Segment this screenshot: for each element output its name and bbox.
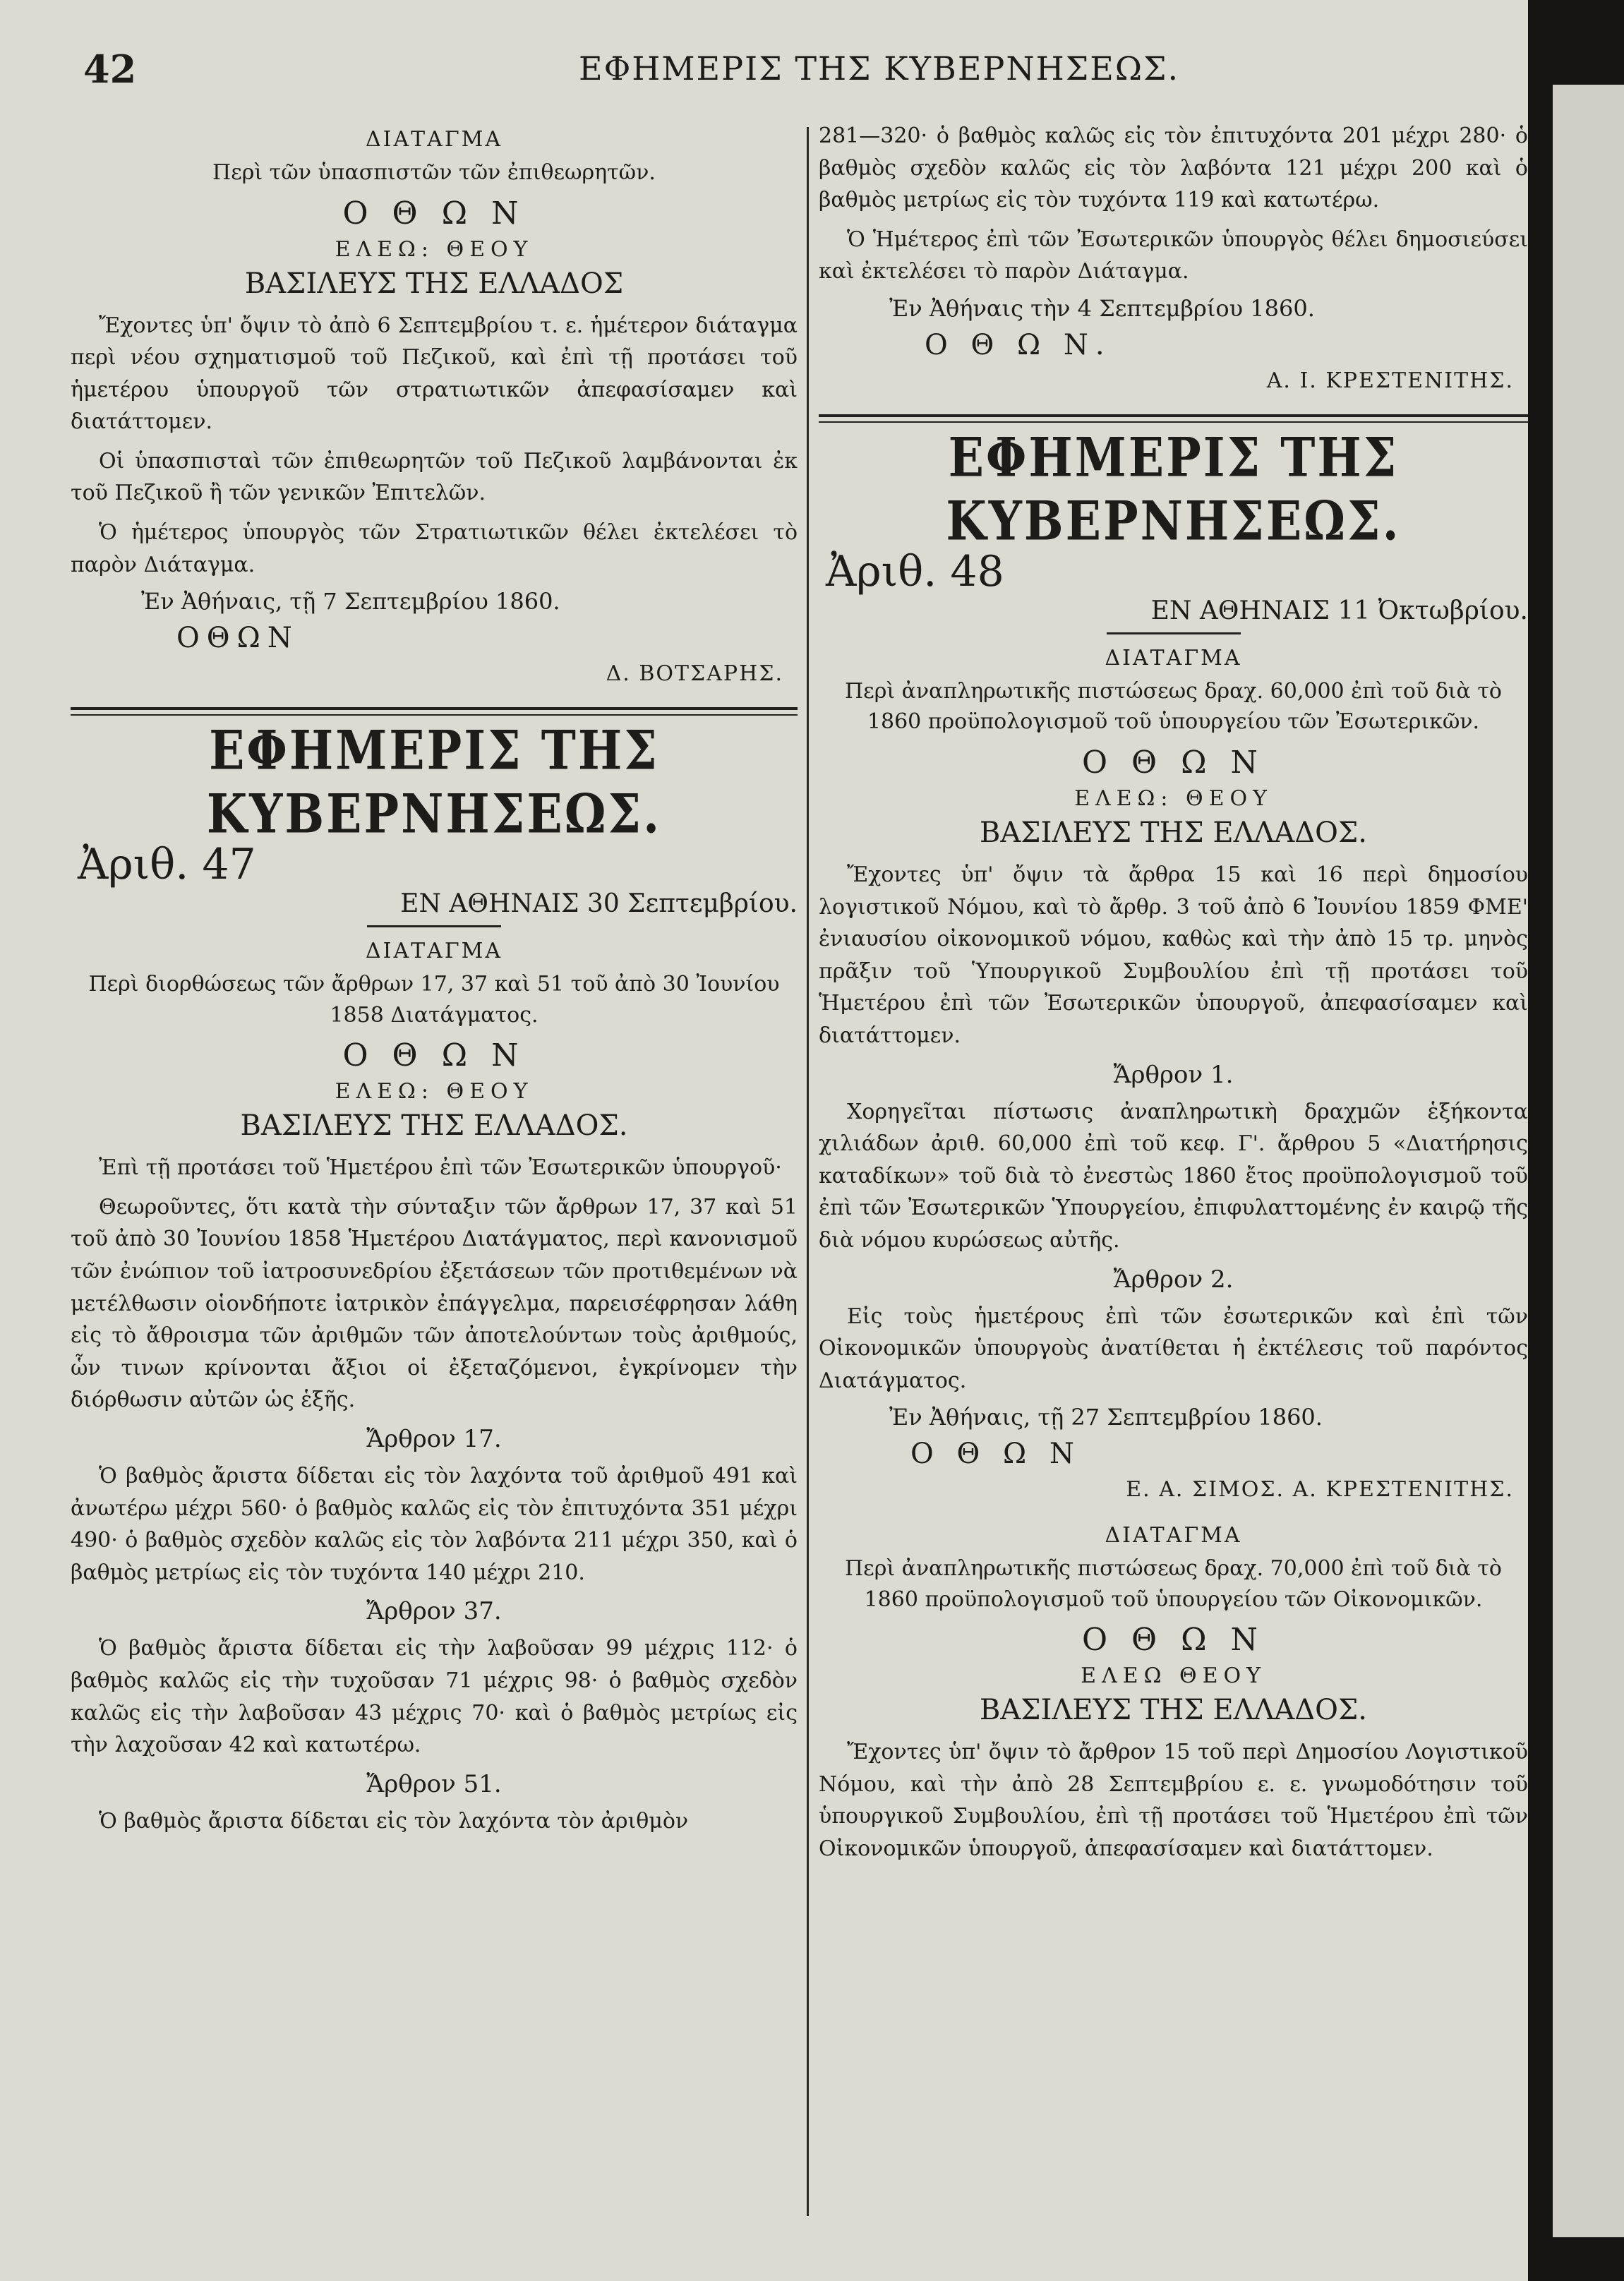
running-header: ΕΦΗΜΕΡΙΣ ΤΗΣ ΚΥΒΕΡΝΗΣΕΩΣ. [579, 49, 1180, 88]
by-grace-of-god: ΕΛΕΩ: ΘΕΟΥ [335, 236, 534, 262]
issue-number: Ἀριθ. 48 [826, 546, 1004, 596]
decree-subject: Περὶ ἀναπληρωτικῆς πιστώσεως δραχ. 60,000 ἐπὶ τοῦ διὰ τὸ 1860 προϋπολογισμοῦ τοῦ ὑπουργείου τῶν Ἐσωτερικῶν. [845, 678, 1502, 735]
decree-dateline: Ἐν Ἀθήναις τὴν 4 Σεπτεμβρίου 1860. [889, 294, 1315, 322]
minister-signature: Α. Ι. ΚΡΕΣΤΕΝΙΤΗΣ. [1266, 368, 1514, 393]
decree-subject: Περὶ διορθώσεως τῶν ἄρθρων 17, 37 καὶ 51 τοῦ ἀπὸ 30 Ἰουνίου 1858 Διατάγματος. [88, 972, 780, 1028]
facing-page-edge [1553, 85, 1624, 2237]
column-divider [807, 127, 809, 2216]
article-text: Ὁ βαθμὸς ἄριστα δίδεται εἰς τὸν λαχόντα τὸν ἀριθμὸν [99, 1808, 689, 1834]
article-title: Ἄρθρον 17. [366, 1425, 502, 1453]
article-title: Ἄρθρον 2. [1113, 1265, 1234, 1294]
section-rule [71, 707, 798, 716]
short-rule [367, 925, 501, 927]
decree-heading: ΔΙΑΤΑΓΜΑ [365, 939, 503, 964]
royal-signature: Ο Θ Ω Ν [910, 1438, 1081, 1471]
article-title: Ἄρθρον 51. [366, 1769, 502, 1798]
king-of-greece: ΒΑΣΙΛΕΥΣ ΤΗΣ ΕΛΛΑΔΟΣ. [240, 1109, 628, 1143]
decree-intro: Ἐπὶ τῇ προτάσει τοῦ Ἡμετέρου ἐπὶ τῶν Ἐσωτερικῶν ὑπουργοῦ· [99, 1155, 782, 1181]
by-grace-of-god: ΕΛΕΩ: ΘΕΟΥ [1074, 786, 1273, 811]
king-of-greece: ΒΑΣΙΛΕΥΣ ΤΗΣ ΕΛΛΑΔΟΣ. [980, 1694, 1367, 1727]
sovereign-name: Ο Θ Ω Ν [1081, 744, 1265, 781]
royal-signature: Ο Θ Ω Ν. [925, 328, 1112, 361]
issue-number: Ἀριθ. 47 [78, 840, 256, 890]
sovereign-name: Ο Θ Ω Ν [1081, 1622, 1265, 1659]
by-grace-of-god: ΕΛΕΩ ΘΕΟΥ [1081, 1663, 1266, 1689]
page-number: 42 [83, 47, 137, 92]
issue-date: ΕΝ ΑΘΗΝΑΙΣ 30 Σεπτεμβρίου. [400, 889, 798, 919]
right-column [819, 120, 1528, 1872]
decree-heading: ΔΙΑΤΑΓΜΑ [365, 127, 503, 152]
article-text: Ὁ βαθμὸς ἄριστα δίδεται εἰς τὴν λαβοῦσαν 99 μέχρις 112· ὁ βαθμὸς καλῶς εἰς τὴν τυχοῦσαν 71 μέχρις 98· ὁ βαθμὸς σχεδὸν καλῶς εἰς τὴν λαβοῦσαν 43 μέχρις 70· καὶ ὁ βαθμὸς μετρίως εἰς τὴν λαχοῦσαν 42 καὶ κατωτέρω. [71, 1636, 798, 1758]
decree-subject: Περὶ ἀναπληρωτικῆς πιστώσεως δραχ. 70,000 ἐπὶ τοῦ διὰ τὸ 1860 προϋπολογισμοῦ τοῦ ὑπουργείου τῶν Οἰκονομικῶν. [845, 1556, 1502, 1612]
sovereign-name: Ο Θ Ω Ν [342, 1037, 526, 1074]
decree-paragraph: Ὁ ἡμέτερος ὑπουργὸς τῶν Στρατιωτικῶν θέλει ἐκτελέσει τὸ παρὸν Διάταγμα. [71, 520, 798, 577]
king-of-greece: ΒΑΣΙΛΕΥΣ ΤΗΣ ΕΛΛΑΔΟΣ. [980, 816, 1367, 849]
decree-whereas: Θεωροῦντες, ὅτι κατὰ τὴν σύνταξιν τῶν ἄρθρων 17, 37 καὶ 51 τοῦ ἀπὸ 30 Ἰουνίου 1858 Ἡμετέρου Διατάγματος, περὶ κανονισμοῦ τῶν ἐνώπιον τοῦ ἰατροσυνεδρίου ἐξετάσεων τῶν προτιθεμένων νὰ μετέλθωσιν οἱονδήποτε ἰατρικὸν ἐπάγγελμα, παρεισέφρησαν λάθη εἰς τὸ ἄθροισμα τῶν ἀριθμῶν τῶν ἀποτελούντων τοὺς ἀριθμούς, ὧν τινων κρίνονται ἄξιοι οἱ ἐξεταζόμενοι, ἐγκρίνομεν τὴν διόρθωσιν αὐτῶν ὡς ἑξῆς. [71, 1194, 798, 1413]
masthead: ΕΦΗΜΕΡΙΣ ΤΗΣ ΚΥΒΕΡΝΗΣΕΩΣ. [946, 426, 1401, 553]
continued-decree [819, 120, 1528, 393]
issue-date: ΕΝ ΑΘΗΝΑΙΣ 11 Ὀκτωβρίου. [1150, 596, 1528, 625]
minister-signatures: Ε. Α. ΣΙΜΟΣ. Α. ΚΡΕΣΤΕΝΙΤΗΣ. [1126, 1477, 1514, 1503]
continued-text: Ὁ Ἡμέτερος ἐπὶ τῶν Ἐσωτερικῶν ὑπουργὸς θέλει δημοσιεύσει καὶ ἐκτελέσει τὸ παρὸν Διάταγμα. [819, 227, 1528, 284]
article-text: Χορηγεῖται πίστωσις ἀναπληρωτικὴ δραχμῶν ἑξήκοντα χιλιάδων ἀριθ. 60,000 ἐπὶ τοῦ κεφ. Γ'. ἄρθρου 5 «Διατήρησις καταδίκων» τοῦ διὰ τὸ ἐνεστὼς 1860 ἔτος προϋπολογισμοῦ τοῦ ἐπὶ τῶν Ἐσωτερικῶν Ὑπουργείου, ἐπιφυλαττομένης ἐν καιρῷ τῆς διὰ νόμου κυρώσεως αὐτῆς. [819, 1099, 1528, 1253]
section-rule [819, 414, 1528, 423]
minister-signature: Δ. ΒΟΤΣΑΡΗΣ. [606, 661, 783, 687]
short-rule [1107, 632, 1241, 634]
masthead: ΕΦΗΜΕΡΙΣ ΤΗΣ ΚΥΒΕΡΝΗΣΕΩΣ. [206, 718, 662, 845]
king-of-greece: ΒΑΣΙΛΕΥΣ ΤΗΣ ΕΛΛΑΔΟΣ [244, 267, 624, 300]
article-title: Ἄρθρον 1. [1113, 1060, 1234, 1089]
left-column [71, 120, 798, 1844]
decree-heading: ΔΙΑΤΑΓΜΑ [1105, 1523, 1242, 1548]
decree-adjutants [71, 127, 798, 686]
royal-signature: ΟΘΩΝ [176, 622, 299, 655]
decree-preamble: Ἔχοντες ὑπ' ὄψιν τὰ ἄρθρα 15 καὶ 16 περὶ δημοσίου λογιστικοῦ Νόμου, καὶ τὸ ἄρθρ. 3 τοῦ ἀπὸ 6 Ἰουνίου 1859 ΦΜΕ' ἐνιαυσίου οἰκονομικοῦ νόμου, καθὼς καὶ τὴν ἀπὸ 15 τρ. μηνὸς πρᾶξιν τοῦ Ὑπουργικοῦ Συμβουλίου ἐπὶ τῇ προτάσει τοῦ Ἡμετέρου ἐπὶ τῶν Ἐσωτερικῶν ὑπουργοῦ, ἀπεφασίσαμεν καὶ διατάττομεν. [819, 862, 1528, 1048]
decree-heading: ΔΙΑΤΑΓΜΑ [1105, 645, 1242, 670]
continued-text: 281—320· ὁ βαθμὸς καλῶς εἰς τὸν ἐπιτυχόντα 201 μέχρι 280· ὁ βαθμὸς σχεδὸν καλῶς εἰς τὸν λαβόντα 121 μέχρι 200 καὶ ὁ βαθμὸς μετρίως εἰς τὸν τυχόντα 119 καὶ κατωτέρω. [819, 124, 1528, 213]
issue-47 [71, 718, 798, 1837]
decree-preamble: Ἔχοντες ὑπ' ὄψιν τὸ ἄρθρον 15 τοῦ περὶ Δημοσίου Λογιστικοῦ Νόμου, καὶ τὴν ἀπὸ 28 Σεπτεμβρίου ε. ε. γνωμοδότησιν τοῦ ὑπουργικοῦ Συμβουλίου, ἐπὶ τῇ προτάσει τοῦ Ἡμετέρου ἐπὶ τῶν Οἰκονομικῶν ὑπουργοῦ, ἀπεφασίσαμεν καὶ διατάττομεν. [819, 1740, 1528, 1862]
article-title: Ἄρθρον 37. [366, 1597, 502, 1626]
article-text: Εἰς τοὺς ἡμετέρους ἐπὶ τῶν ἐσωτερικῶν καὶ ἐπὶ τῶν Οἰκονομικῶν ὑπουργοὺς ἀνατίθεται ἡ ἐκτέλεσις τοῦ παρόντος Διατάγματος. [819, 1304, 1528, 1393]
issue-48 [819, 426, 1528, 1865]
decree-subject: Περὶ τῶν ὑπασπιστῶν τῶν ἐπιθεωρητῶν. [212, 160, 656, 185]
decree-paragraph: Οἱ ὑπασπισταὶ τῶν ἐπιθεωρητῶν τοῦ Πεζικοῦ λαμβάνονται ἐκ τοῦ Πεζικοῦ ἢ τῶν γενικῶν Ἐπιτελῶν. [71, 448, 798, 506]
article-text: Ὁ βαθμὸς ἄριστα δίδεται εἰς τὸν λαχόντα τοῦ ἀριθμοῦ 491 καὶ ἀνωτέρω μέχρι 560· ὁ βαθμὸς καλῶς εἰς τὸν ἐπιτυχόντα 351 μέχρι 490· ὁ βαθμὸς σχεδὸν καλῶς εἰς τὸν λαβόντα 211 μέχρι 350, καὶ ὁ βαθμὸς μετρίως εἰς τὸν τυχόντα 140 μέχρι 210. [71, 1464, 798, 1585]
decree-paragraph: Ἔχοντες ὑπ' ὄψιν τὸ ἀπὸ 6 Σεπτεμβρίου τ. ε. ἡμέτερον διάταγμα περὶ νέου σχηματισμοῦ τοῦ Πεζικοῦ, καὶ ἐπὶ τῇ προτάσει τοῦ ἡμετέρου ὑπουργοῦ τῶν στρατιωτικῶν ἀπεφασίσαμεν καὶ διατάττομεν. [71, 313, 798, 435]
decree-dateline: Ἐν Ἀθήναις, τῇ 27 Σεπτεμβρίου 1860. [889, 1404, 1323, 1431]
decree-dateline: Ἐν Ἀθήναις, τῇ 7 Σεπτεμβρίου 1860. [141, 588, 560, 615]
sovereign-name: Ο Θ Ω Ν [342, 195, 526, 231]
by-grace-of-god: ΕΛΕΩ: ΘΕΟΥ [335, 1079, 534, 1105]
